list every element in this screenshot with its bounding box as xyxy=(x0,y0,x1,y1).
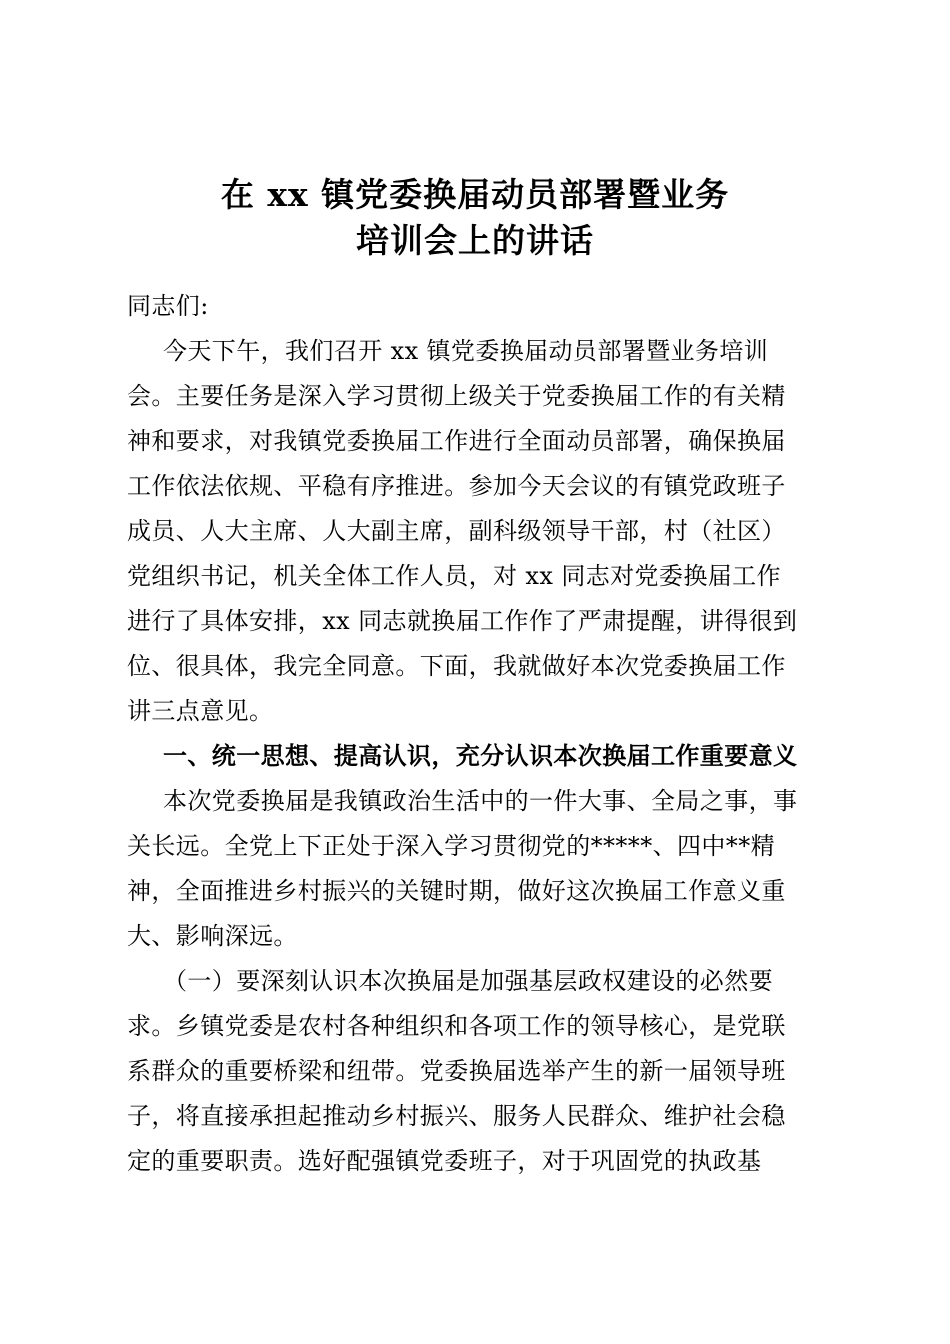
paragraph-line: 本次党委换届是我镇政治生活中的一件大事、全局之事，事 xyxy=(163,787,798,815)
paragraph-line: 关长远。全党上下正处于深入学习贯彻党的*****、四中**精 xyxy=(127,832,775,860)
paragraph-line: 会。主要任务是深入学习贯彻上级关于党委换届工作的有关精 xyxy=(127,382,786,410)
paragraph-line: 定的重要职责。选好配强镇党委班子，对于巩固党的执政基 xyxy=(127,1147,762,1175)
salutation: 同志们: xyxy=(127,292,209,320)
paragraph-line: 位、很具体，我完全同意。下面，我就做好本次党委换届工作 xyxy=(127,652,786,680)
paragraph-line: 神，全面推进乡村振兴的关键时期，做好这次换届工作意义重 xyxy=(127,877,786,905)
paragraph-line: 神和要求，对我镇党委换届工作进行全面动员部署，确保换届 xyxy=(127,427,786,455)
document-title-line-1: 在 xx 镇党委换届动员部署暨业务 xyxy=(220,175,730,214)
subsection-line: （一）要深刻认识本次换届是加强基层政权建设的必然要 xyxy=(163,967,773,995)
document-title-line-2: 培训会上的讲话 xyxy=(356,221,594,260)
paragraph-line: 大、影响深远。 xyxy=(127,922,298,950)
paragraph-line: 今天下午，我们召开 xx 镇党委换届动员部署暨业务培训 xyxy=(163,337,769,365)
paragraph-line: 成员、人大主席、人大副主席，副科级领导干部，村（社区） xyxy=(127,517,786,545)
paragraph-line: 子，将直接承担起推动乡村振兴、服务人民群众、维护社会稳 xyxy=(127,1102,786,1130)
paragraph-line: 求。乡镇党委是农村各种组织和各项工作的领导核心，是党联 xyxy=(127,1012,786,1040)
paragraph-line: 进行了具体安排，xx 同志就换届工作作了严肃提醒，讲得很到 xyxy=(127,607,798,635)
paragraph-line: 系群众的重要桥梁和纽带。党委换届选举产生的新一届领导班 xyxy=(127,1057,786,1085)
paragraph-line: 党组织书记，机关全体工作人员，对 xx 同志对党委换届工作 xyxy=(127,562,781,590)
section-heading-1: 一、统一思想、提高认识，充分认识本次换届工作重要意义 xyxy=(163,741,798,770)
paragraph-line: 讲三点意见。 xyxy=(127,697,274,725)
paragraph-line: 工作依法依规、平稳有序推进。参加今天会议的有镇党政班子 xyxy=(127,472,786,500)
